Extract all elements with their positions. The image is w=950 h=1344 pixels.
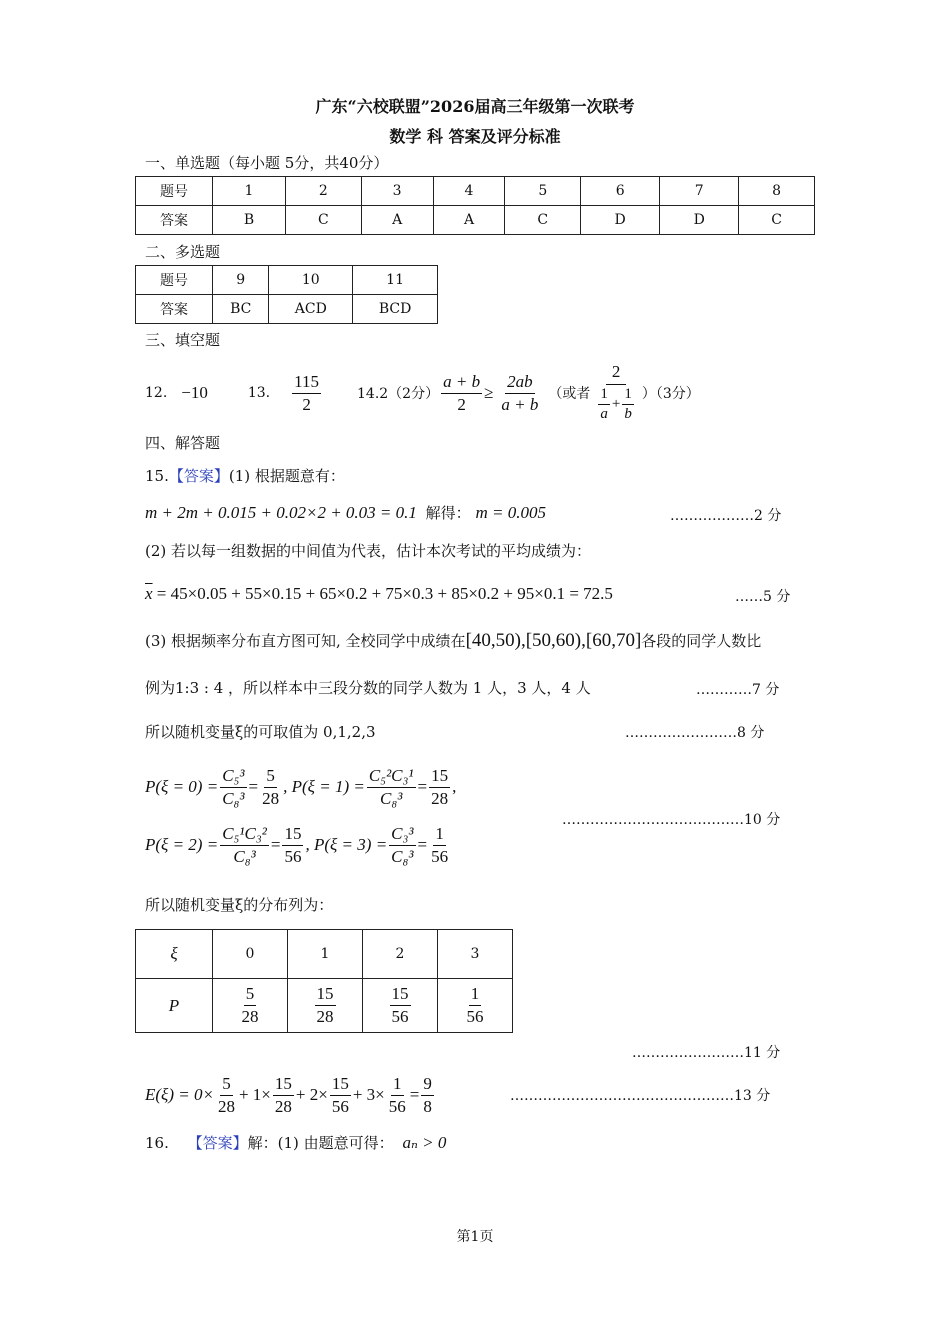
fraction: [387, 1074, 408, 1116]
fraction-denominator: [594, 385, 637, 424]
sub-fraction-b: [622, 386, 634, 424]
operator: + 2×: [295, 1085, 328, 1104]
table-cell: [288, 979, 363, 1033]
points-marker: ……5 分: [735, 589, 791, 605]
prob-lhs: P(ξ = 0) =: [145, 777, 219, 796]
solve-label: 解得：: [425, 504, 471, 522]
fraction-numerator: 15: [429, 766, 450, 788]
fraction-numerator: 1: [391, 1074, 404, 1096]
q14-geq: ≥: [484, 383, 494, 402]
section-single-choice-heading: 一、单选题（每小题 5分，共40分）: [145, 154, 389, 172]
table-cell: 1: [213, 177, 286, 206]
table-cell: [213, 979, 288, 1033]
q15-part2: (2) 若以每一组数据的中间值为代表，估计本次考试的平均成绩为：: [145, 542, 592, 560]
equation: m + 2m + 0.015 + 0.02×2 + 0.03 = 0.1: [145, 503, 417, 522]
table-cell-label: 答案: [136, 295, 213, 324]
q15-prob-row-2: [145, 818, 452, 872]
table-cell: A: [433, 206, 505, 235]
q15-part3-line1: [145, 630, 761, 652]
fraction-denominator: 28: [316, 1007, 334, 1026]
section-fill-in-heading: 三、填空题: [145, 331, 221, 349]
fraction-numerator: 9: [421, 1074, 434, 1096]
table-cell: D: [660, 206, 739, 235]
q14-fraction-1: [441, 372, 482, 414]
fraction-numerator: 15: [315, 984, 336, 1006]
fraction-denominator: b: [624, 406, 632, 423]
fraction: [220, 824, 269, 866]
table-cell: 5: [505, 177, 581, 206]
intervals: [40,50),[50,60),[60,70]: [465, 630, 642, 651]
fraction-numerator: C₅²C₃¹: [367, 766, 416, 788]
fraction-denominator: 56: [388, 1096, 406, 1116]
fraction-numerator: 15: [282, 824, 303, 846]
single-choice-table: [135, 176, 815, 235]
table-cell: 3: [438, 930, 513, 979]
table-cell: C: [285, 206, 361, 235]
fraction-denominator: 28: [241, 1007, 259, 1026]
fraction-numerator: 15: [390, 984, 411, 1006]
fraction-numerator: 15: [273, 1074, 294, 1096]
fraction: [421, 1074, 434, 1116]
q15-prob-row-1: [145, 760, 456, 814]
answer-tag: 【答案】: [187, 1134, 248, 1152]
fraction-denominator: 56: [391, 1007, 409, 1026]
text: (3) 根据频率分布直方图可知, 全校同学中成绩在: [145, 632, 466, 650]
operator: + 3×: [352, 1085, 385, 1104]
fraction: [330, 1074, 351, 1116]
sub-fraction-a: [598, 386, 610, 424]
points-marker: ………………2 分: [670, 508, 782, 524]
fraction-numerator: 5: [244, 984, 257, 1006]
points-marker: ……………………8 分: [625, 725, 765, 741]
table-cell: [363, 979, 438, 1033]
title-line-2: 数学 科 答案及评分标准: [389, 127, 561, 146]
section-solutions-heading: 四、解答题: [145, 434, 221, 452]
page-number: 第1页: [456, 1229, 494, 1245]
table-cell: 7: [660, 177, 739, 206]
fill-in-answers: [145, 360, 700, 426]
equation: = 45×0.05 + 55×0.15 + 65×0.2 + 75×0.3 + 85×0.2 + 95×0.1 = 72.5: [152, 584, 613, 603]
q15-part1: (1) 根据题意有：: [228, 467, 345, 485]
fraction-numerator: 2: [606, 362, 627, 385]
q15-intro: [145, 465, 345, 486]
table-row: [136, 930, 513, 979]
q14-or: （或者: [548, 386, 591, 402]
fraction-denominator: C₈³: [380, 788, 403, 808]
fraction-denominator: 56: [284, 846, 302, 866]
table-cell: 2: [363, 930, 438, 979]
q16-text: 解：(1) 由题意可得：: [247, 1134, 394, 1152]
fraction: [273, 1074, 294, 1116]
equals: =: [417, 777, 428, 796]
fraction-denominator: 56: [431, 846, 449, 866]
plus: +: [611, 396, 621, 413]
q14-fraction-3: [594, 362, 637, 423]
table-row: [136, 206, 815, 235]
fraction-numerator: a + b: [441, 372, 482, 394]
q13-label: 13.: [247, 385, 271, 401]
table-cell: 8: [739, 177, 815, 206]
equation-result: m = 0.005: [475, 503, 546, 522]
prob-lhs: , P(ξ = 1) =: [283, 777, 365, 796]
fraction-denominator: C₈³: [391, 846, 414, 866]
table-cell-label: ξ: [136, 930, 213, 979]
comma: ,: [452, 777, 457, 796]
q15-values: 所以随机变量ξ的可取值为 0,1,2,3: [145, 723, 376, 741]
table-cell: 10: [269, 266, 353, 295]
table-cell: 9: [213, 266, 269, 295]
fraction-denominator: 28: [274, 1096, 292, 1116]
expectation-lhs: E(ξ) = 0×: [145, 1085, 214, 1104]
fraction-denominator: 28: [217, 1096, 235, 1116]
table-cell-label: 题号: [136, 177, 213, 206]
q16-equation: aₙ > 0: [402, 1133, 447, 1152]
fraction-numerator: 1: [598, 386, 610, 405]
table-cell: ACD: [269, 295, 353, 324]
q15-label: 15.: [145, 467, 169, 485]
q13-fraction: [292, 372, 321, 414]
table-cell: 11: [353, 266, 438, 295]
table-cell: 0: [213, 930, 288, 979]
q14-tail: ）（3分）: [641, 386, 700, 402]
q12-answer: −10: [181, 383, 208, 402]
points-marker: ……………………11 分: [632, 1045, 781, 1061]
q16-intro: [145, 1132, 446, 1153]
fraction-denominator: 28: [431, 788, 449, 808]
fraction-denominator: C₈³: [233, 846, 256, 866]
fraction: [429, 766, 450, 808]
operator: + 1×: [238, 1085, 271, 1104]
distribution-table: [135, 929, 513, 1033]
table-cell: BC: [213, 295, 269, 324]
q15-equation-1: [145, 502, 546, 523]
fraction: [429, 824, 450, 866]
fraction: [367, 766, 416, 808]
table-cell-label: P: [136, 979, 213, 1033]
fraction-denominator: C₈³: [222, 788, 245, 808]
fraction-denominator: 56: [466, 1007, 484, 1026]
fraction: [220, 766, 246, 808]
points-marker: …………7 分: [696, 682, 780, 698]
table-cell: 2: [285, 177, 361, 206]
fraction: [216, 1074, 237, 1116]
fraction-denominator: a: [600, 406, 608, 423]
q15-mean-equation: [145, 584, 613, 604]
multi-choice-table: [135, 265, 438, 324]
operator: =: [409, 1085, 420, 1104]
fraction-numerator: 115: [292, 372, 321, 394]
fraction-numerator: 5: [264, 766, 277, 788]
equals: =: [417, 835, 428, 854]
fraction-denominator: 28: [262, 788, 280, 808]
table-cell: 6: [581, 177, 660, 206]
table-cell: [438, 979, 513, 1033]
table-row: [136, 266, 438, 295]
table-row: [136, 177, 815, 206]
table-cell: A: [361, 206, 433, 235]
fraction-numerator: 1: [469, 984, 482, 1006]
table-cell: C: [505, 206, 581, 235]
table-row: [136, 295, 438, 324]
table-cell: BCD: [353, 295, 438, 324]
table-cell: 3: [361, 177, 433, 206]
answer-tag: 【答案】: [168, 467, 229, 485]
fraction-numerator: C₅³: [220, 766, 246, 788]
fraction-numerator: 5: [220, 1074, 233, 1096]
fraction-numerator: 15: [330, 1074, 351, 1096]
fraction-denominator: 56: [331, 1096, 349, 1116]
text: 各段的同学人数比: [641, 632, 762, 650]
x-bar: $\overline{x}$: [145, 584, 153, 603]
table-cell: 4: [433, 177, 505, 206]
points-marker: …………………………………10 分: [562, 812, 781, 828]
fraction-denominator: 2: [457, 394, 466, 414]
q15-distribution-intro: 所以随机变量ξ的分布列为：: [145, 896, 334, 914]
q15-part3-line2: 例为1:3 : 4 ，所以样本中三段分数的同学人数为 1 人，3 人，4 人: [145, 679, 591, 697]
fraction-denominator: 2: [302, 394, 311, 414]
q14-label: 14.2（2分）: [357, 386, 440, 402]
fraction-numerator: 1: [622, 386, 634, 405]
table-cell: D: [581, 206, 660, 235]
title-line-1: 广东“六校联盟”2026届高三年级第一次联考: [315, 97, 635, 116]
table-cell-label: 答案: [136, 206, 213, 235]
fraction: [260, 766, 281, 808]
fraction: [389, 824, 415, 866]
fraction-numerator: 2ab: [505, 372, 535, 394]
fraction-numerator: C₃³: [389, 824, 415, 846]
equals: =: [248, 777, 259, 796]
table-row: [136, 979, 513, 1033]
q15-expectation: [145, 1068, 436, 1122]
prob-lhs: P(ξ = 2) =: [145, 835, 219, 854]
fraction: [282, 824, 303, 866]
q12-label: 12.: [145, 385, 168, 401]
equals: =: [270, 835, 281, 854]
table-cell: 1: [288, 930, 363, 979]
fraction-numerator: C₅¹C₃²: [220, 824, 269, 846]
points-marker: …………………………………………13 分: [510, 1088, 771, 1104]
fraction-denominator: a + b: [501, 394, 539, 414]
table-cell: B: [213, 206, 286, 235]
table-cell-label: 题号: [136, 266, 213, 295]
prob-lhs: , P(ξ = 3) =: [305, 835, 388, 854]
section-multi-choice-heading: 二、多选题: [145, 243, 221, 261]
q16-label: 16.: [145, 1134, 169, 1152]
q14-fraction-2: [499, 372, 540, 414]
fraction-numerator: 1: [433, 824, 446, 846]
fraction-denominator: 8: [423, 1096, 432, 1116]
table-cell: C: [739, 206, 815, 235]
